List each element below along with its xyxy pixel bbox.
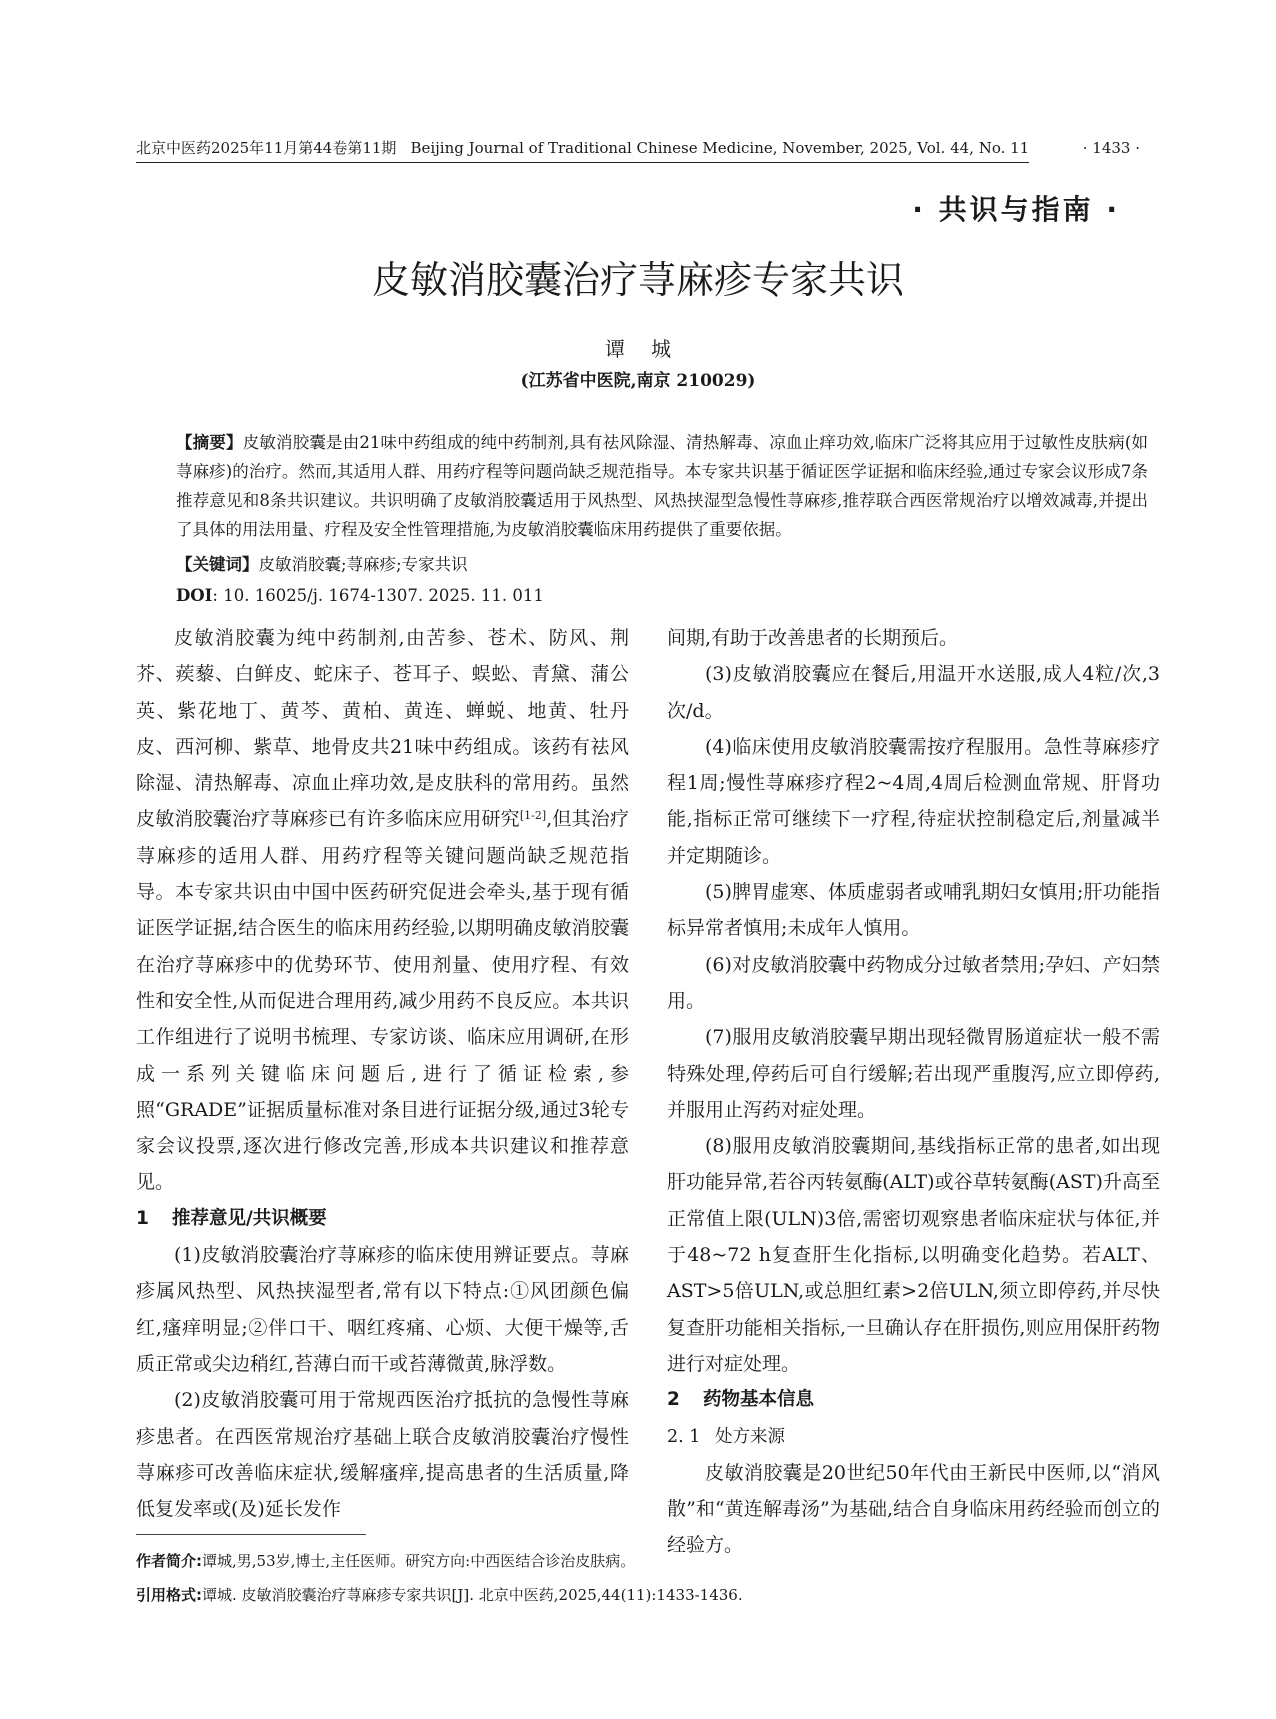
section-heading-2 bbox=[667, 1382, 1160, 1418]
author-affiliation: (江苏省中医院,南京 210029) bbox=[520, 371, 756, 391]
subsection-number: 2. 1 bbox=[667, 1426, 701, 1447]
journal-name-en: Beijing Journal of Traditional Chinese Medicine, November, 2025, Vol. 44, No. 11 bbox=[410, 139, 1030, 157]
intro-text-a: 皮敏消胶囊为纯中药制剂,由苦参、苍术、防风、荆芥、蒺藜、白鲜皮、蛇床子、苍耳子、蜈蚣、青黛、蒲公英、紫花地丁、黄芩、黄柏、黄连、蝉蜕、地黄、牡丹皮、西河柳、紫草、地骨皮共21味中药组成。该药有祛风除湿、清热解毒、凉血止痒功效,是皮肤科的常用药。虽然皮敏消胶囊治疗荨麻疹已有许多临床应用研究 bbox=[136, 627, 629, 831]
journal-citation bbox=[136, 136, 1029, 163]
page-number: · 1433 · bbox=[1082, 139, 1140, 157]
intro-text-b: ,但其治疗荨麻疹的适用人群、用药疗程等关键问题尚缺乏规范指导。本专家共识由中国中医药研究促进会牵头,基于现有循证医学证据,结合医生的临床用药经验,以期明确皮敏消胶囊在治疗荨麻疹中的优势环节、使用剂量、使用疗程、有效性和安全性,从而促进合理用药,减少用药不良反应。本共识工作组进行了说明书梳理、专家访谈、临床应用调研,在形成一系列关键临床问题后,进行了循证检索,参照“GRADE”证据质量标准对条目进行证据分级,通过3轮专家会议投票,逐次进行修改完善,形成本共识建议和推荐意见。 bbox=[136, 808, 629, 1194]
abstract bbox=[176, 428, 1148, 544]
section-number: 1 bbox=[136, 1207, 149, 1229]
subsection-heading-2-1 bbox=[667, 1419, 1160, 1455]
footnote-citation-format bbox=[136, 1582, 1146, 1608]
recommendation-1: (1)皮敏消胶囊治疗荨麻疹的临床使用辨证要点。荨麻疹属风热型、风热挟湿型者,常有以下特点:①风团颜色偏红,瘙痒明显;②伴口干、咽红疼痛、心烦、大便干燥等,舌质正常或尖边稍红,苔薄白而干或苔薄微黄,脉浮数。 bbox=[136, 1244, 629, 1375]
subsection-title: 处方来源 bbox=[715, 1426, 785, 1447]
doi-label: DOI bbox=[176, 586, 213, 605]
footnote-author-label: 作者简介: bbox=[136, 1552, 202, 1570]
intro-paragraph bbox=[136, 620, 629, 1201]
citation-ref[interactable]: [1-2] bbox=[519, 809, 547, 823]
journal-name-cn: 北京中医药2025年11月第44卷第11期 bbox=[136, 139, 397, 157]
section-number: 2 bbox=[667, 1389, 680, 1411]
doi bbox=[176, 582, 1148, 610]
footnote-cite-label: 引用格式: bbox=[136, 1586, 202, 1604]
recommendation-6: (6)对皮敏消胶囊中药物成分过敏者禁用;孕妇、产妇禁用。 bbox=[667, 953, 1160, 1012]
running-header bbox=[136, 136, 1140, 160]
abstract-text: 皮敏消胶囊是由21味中药组成的纯中药制剂,具有祛风除湿、清热解毒、凉血止痒功效,临床广泛将其应用于过敏性皮肤病(如荨麻疹)的治疗。然而,其适用人群、用药疗程等问题尚缺乏规范指导。本专家共识基于循证医学证据和临床经验,通过专家会议形成7条推荐意见和8条共识建议。共识明确了皮敏消胶囊适用于风热型、风热挟湿型急慢性荨麻疹,推荐联合西医常规治疗以增效减毒,并提出了具体的用法用量、疗程及安全性管理措施,为皮敏消胶囊临床用药提供了重要依据。 bbox=[176, 433, 1148, 539]
recommendation-8: (8)服用皮敏消胶囊期间,基线指标正常的患者,如出现肝功能异常,若谷丙转氨酶(ALT)或谷草转氨酶(AST)升高至正常值上限(ULN)3倍,需密切观察患者临床症状与体征,并于48~72 h复查肝生化指标,以明确变化趋势。若ALT、AST>5倍ULN,或总胆红素>2倍ULN,须立即停药,并尽快复查肝功能相关指标,一旦确认存在肝损伤,则应用保肝药物进行对症处理。 bbox=[667, 1135, 1160, 1375]
section-title: 推荐意见/共识概要 bbox=[172, 1207, 327, 1229]
recommendation-7: (7)服用皮敏消胶囊早期出现轻微胃肠道症状一般不需特殊处理,停药后可自行缓解;若出现严重腹泻,应立即停药,并服用止泻药对症处理。 bbox=[667, 1026, 1160, 1121]
recommendation-3: (3)皮敏消胶囊应在餐后,用温开水送服,成人4粒/次,3次/d。 bbox=[667, 663, 1160, 722]
prescription-source-paragraph: 皮敏消胶囊是20世纪50年代由王新民中医师,以“消风散”和“黄连解毒汤”为基础,结合自身临床用药经验而创立的经验方。 bbox=[667, 1461, 1160, 1557]
paper-title: 皮敏消胶囊治疗荨麻疹专家共识 bbox=[371, 258, 904, 302]
author-name: 谭城 bbox=[605, 337, 697, 361]
keywords-text: 皮敏消胶囊;荨麻疹;专家共识 bbox=[258, 555, 468, 574]
recommendation-5: (5)脾胃虚寒、体质虚弱者或哺乳期妇女慎用;肝功能指标异常者慎用;未成年人慎用。 bbox=[667, 881, 1160, 940]
recommendation-4: (4)临床使用皮敏消胶囊需按疗程服用。急性荨麻疹疗程1周;慢性荨麻疹疗程2~4周,4周后检测血常规、肝肾功能,指标正常可继续下一疗程,待症状控制稳定后,剂量减半并定期随诊。 bbox=[667, 735, 1160, 867]
doi-text: : 10. 16025/j. 1674-1307. 2025. 11. 011 bbox=[212, 586, 544, 605]
abstract-label: 【摘要】 bbox=[176, 433, 243, 452]
section-tag: · 共识与指南 · bbox=[912, 193, 1120, 226]
keywords bbox=[176, 551, 1148, 579]
section-title: 药物基本信息 bbox=[703, 1389, 815, 1411]
body-column-left bbox=[136, 620, 629, 1527]
keywords-label: 【关键词】 bbox=[176, 555, 259, 574]
footnote-divider bbox=[136, 1534, 366, 1535]
footnote-author-info bbox=[136, 1548, 1146, 1574]
footnote-cite-text: 谭城. 皮敏消胶囊治疗荨麻疹专家共识[J]. 北京中医药,2025,44(11):1433-1436. bbox=[202, 1586, 743, 1604]
recommendation-2: (2)皮敏消胶囊可用于常规西医治疗抵抗的急慢性荨麻疹患者。在西医常规治疗基础上联合皮敏消胶囊治疗慢性荨麻疹可改善临床症状,缓解瘙痒,提高患者的生活质量,降低复发率或(及)延长发作 bbox=[136, 1389, 629, 1521]
recommendation-2-continued: 间期,有助于改善患者的长期预后。 bbox=[667, 627, 959, 649]
section-heading-1 bbox=[136, 1201, 629, 1237]
body-column-right bbox=[667, 620, 1160, 1564]
footnote-author-text: 谭城,男,53岁,博士,主任医师。研究方向:中西医结合诊治皮肤病。 bbox=[202, 1552, 636, 1570]
